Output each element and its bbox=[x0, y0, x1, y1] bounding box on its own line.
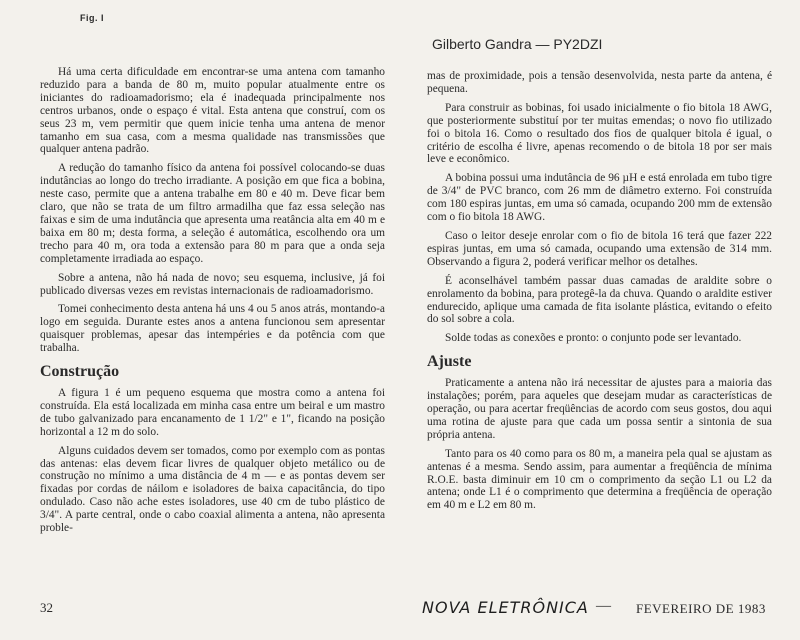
magazine-name-handwritten: NOVA ELETRÔNICA bbox=[422, 598, 589, 617]
paragraph: Caso o leitor deseje enrolar com o fio de bitola 16 terá que fazer 222 espiras juntas, em uma só camada, ocupando uma extensão de 314 mm. Observando a figura 2, poderá verificar melhor os detalhes. bbox=[427, 229, 772, 268]
paragraph: É aconselhável também passar duas camadas de araldite sobre o enrolamento da bobina, para protegê-la da chuva. Quando o araldite estiver endurecido, aplique uma camada de fita isolante plástica, evitando o efeito do sol sobre a cola. bbox=[427, 274, 772, 326]
paragraph: Para construir as bobinas, foi usado inicialmente o fio bitola 18 AWG, que posteriormente substituí por ter muitas emendas; o novo fio utilizado foi o bitola 16. Como o resultado dos fios de qualquer bitola é igual, o critério de escolha é livre, apenas recomendo o de bitola 18 por ser mais leve e econômico. bbox=[427, 101, 772, 166]
paragraph: Tanto para os 40 como para os 80 m, a maneira pela qual se ajustam as antenas é a mesma. Sendo assim, para aumentar a freqüência de mínima R.O.E. basta diminuir em 10 cm o comprimento da seção L1 ou L2 da antena; onde L1 é o comprimento que determina a freqüência de operação em 40 m e L2 em 80 m. bbox=[427, 447, 772, 512]
page-number: 32 bbox=[40, 600, 53, 615]
right-column bbox=[427, 70, 772, 518]
paragraph: Há uma certa dificuldade em encontrar-se uma antena com tamanho reduzido para a banda de 80 m, muito popular atualmente entre os iniciantes do radioamadorismo; ela é inadequada principalmente nos centros urbanos, onde o espaço é vital. Esta antena que construí, com os seus 23 m, vem permitir que quem inicie tenha uma antena de menor tamanho em sua casa, com a mesma qualidade nas transmissões que qualquer antena padrão. bbox=[40, 66, 385, 156]
paragraph: Sobre a antena, não há nada de novo; seu esquema, inclusive, já foi publicado diversas vezes em revistas internacionais de radioamadorismo. bbox=[40, 271, 385, 297]
paragraph: mas de proximidade, pois a tensão desenvolvida, nesta parte da antena, é pequena. bbox=[427, 70, 772, 95]
footer-dash: — bbox=[596, 598, 611, 614]
paragraph: Solde todas as conexões e pronto: o conjunto pode ser levantado. bbox=[445, 332, 742, 345]
figure-label: Fig. I bbox=[80, 13, 104, 23]
left-column bbox=[40, 66, 385, 541]
section-heading-ajuste: Ajuste bbox=[427, 353, 472, 371]
issue-date: FEVEREIRO DE 1983 bbox=[636, 601, 766, 616]
paragraph: A redução do tamanho físico da antena foi possível colocando-se duas indutâncias ao longo do trecho irradiante. A posição em que fica a bobina, neste caso, permite que a antena trabalhe em 80 e 40 m. Deve ficar bem claro, que não se trata de um filtro armadilha que faz essa seleção nas faixas e sim de uma indutância que apresenta uma reatância alta em 40 m e baixa em 80 m; desta forma, a seleção é automática, escolhendo ora um trecho para 40 m, ora toda a extensão para 80 m para que a onda seja completamente irradiada ao espaço. bbox=[40, 162, 385, 265]
section-heading-construcao: Construção bbox=[40, 363, 120, 381]
paragraph: Alguns cuidados devem ser tomados, como por exemplo com as pontas das antenas: elas devem ficar livres de qualquer objeto metálico ou de construção no mínimo a uma distância de 4 m — e as pontas devem ser fixadas por cordas de náilom e isoladores de baixa capacitância, do tipo ondulado. Caso não ache estes isoladores, use 40 cm de tubo plástico de 3/4". A parte central, onde o cabo coaxial alimenta a antena, não apresenta proble- bbox=[40, 444, 385, 535]
paragraph: A figura 1 é um pequeno esquema que mostra como a antena foi construída. Ela está localizada em minha casa entre um beiral e um mastro de tubo galvanizado para encanamento de 1 1/2" e 1", ficando na posição horizontal a 12 m do solo. bbox=[40, 387, 385, 438]
paragraph: Praticamente a antena não irá necessitar de ajustes para a maioria das instalações; porém, para aqueles que desejam mudar as características de operação, ou para acertar freqüências de acordo com seus gostos, dou aqui uma rotina de ajuste para que cada um possa sentir a sintonia de sua própria antena. bbox=[427, 377, 772, 441]
paragraph: A bobina possui uma indutância de 96 µH e está enrolada em tubo tigre de 3/4" de PVC branco, com 26 mm de diâmetro externo. Foi construída com 180 espiras juntas, em uma só camada, ocupando 200 mm de extensão com o fio bitola 18 AWG. bbox=[427, 172, 772, 224]
paragraph: Tomei conhecimento desta antena há uns 4 ou 5 anos atrás, montando-a logo em seguida. Durante estes anos a antena funcionou sem apresentar quaisquer problemas, apesar das intempéries e da potência com que trabalha. bbox=[40, 303, 385, 355]
author-byline: Gilberto Gandra — PY2DZI bbox=[432, 36, 603, 52]
